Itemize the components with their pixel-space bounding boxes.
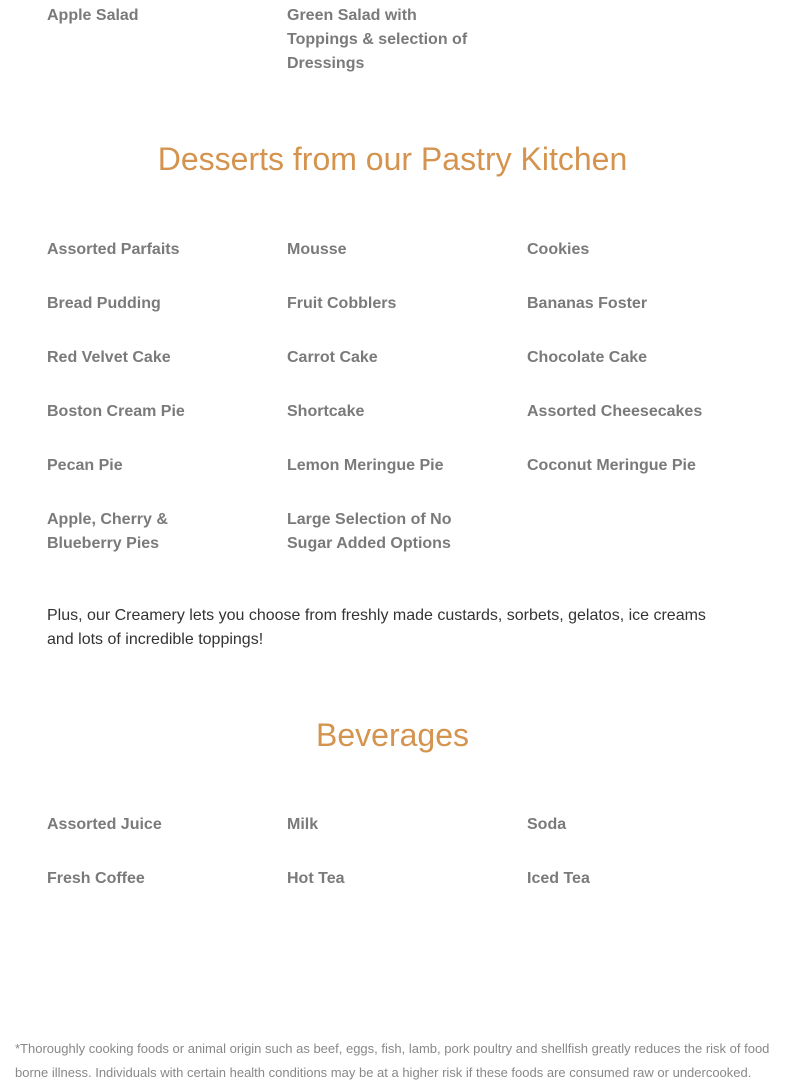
dessert-item: Mousse bbox=[287, 241, 347, 258]
creamery-note: Plus, our Creamery lets you choose from freshly made custards, sorbets, gelatos, ice creams and lots of incredible toppings! bbox=[47, 607, 706, 648]
dessert-item: Large Selection of No Sugar Added Options bbox=[287, 511, 452, 552]
beverage-item: Hot Tea bbox=[287, 870, 345, 887]
dessert-item: Bread Pudding bbox=[47, 295, 161, 312]
beverage-item: Milk bbox=[287, 816, 319, 833]
dessert-item: Lemon Meringue Pie bbox=[287, 457, 444, 474]
beverage-item: Iced Tea bbox=[527, 870, 590, 887]
desserts-section-title: Desserts from our Pastry Kitchen bbox=[157, 141, 628, 177]
dessert-item: Pecan Pie bbox=[47, 457, 123, 474]
beverage-item: Fresh Coffee bbox=[47, 870, 145, 887]
dessert-item: Apple, Cherry & Blueberry Pies bbox=[47, 511, 168, 552]
dessert-item: Assorted Parfaits bbox=[47, 241, 180, 258]
dessert-item: Assorted Cheesecakes bbox=[527, 403, 703, 420]
dessert-item: Carrot Cake bbox=[287, 349, 378, 366]
dessert-item: Fruit Cobblers bbox=[287, 295, 397, 312]
dessert-item: Bananas Foster bbox=[527, 295, 648, 312]
beverage-item: Soda bbox=[527, 816, 567, 833]
dessert-item: Shortcake bbox=[287, 403, 365, 420]
food-safety-footnote: *Thoroughly cooking foods or animal origin such as beef, eggs, fish, lamb, pork poultry and shellfish greatly reduces the risk of food borne illness. Individuals with certain health conditions may be at a higher risk if these foods are consumed raw or undercooked. bbox=[15, 1041, 770, 1080]
dessert-item: Coconut Meringue Pie bbox=[527, 457, 696, 474]
dessert-item: Cookies bbox=[527, 241, 590, 258]
salad-item-green-salad: Green Salad with Toppings & selection of Dressings bbox=[287, 7, 468, 72]
dessert-item: Red Velvet Cake bbox=[47, 349, 171, 366]
beverage-item: Assorted Juice bbox=[47, 816, 162, 833]
dessert-item: Boston Cream Pie bbox=[47, 403, 185, 420]
beverages-section-title: Beverages bbox=[316, 717, 469, 753]
salad-item-apple-salad: Apple Salad bbox=[47, 7, 139, 24]
dessert-item: Chocolate Cake bbox=[527, 349, 648, 366]
